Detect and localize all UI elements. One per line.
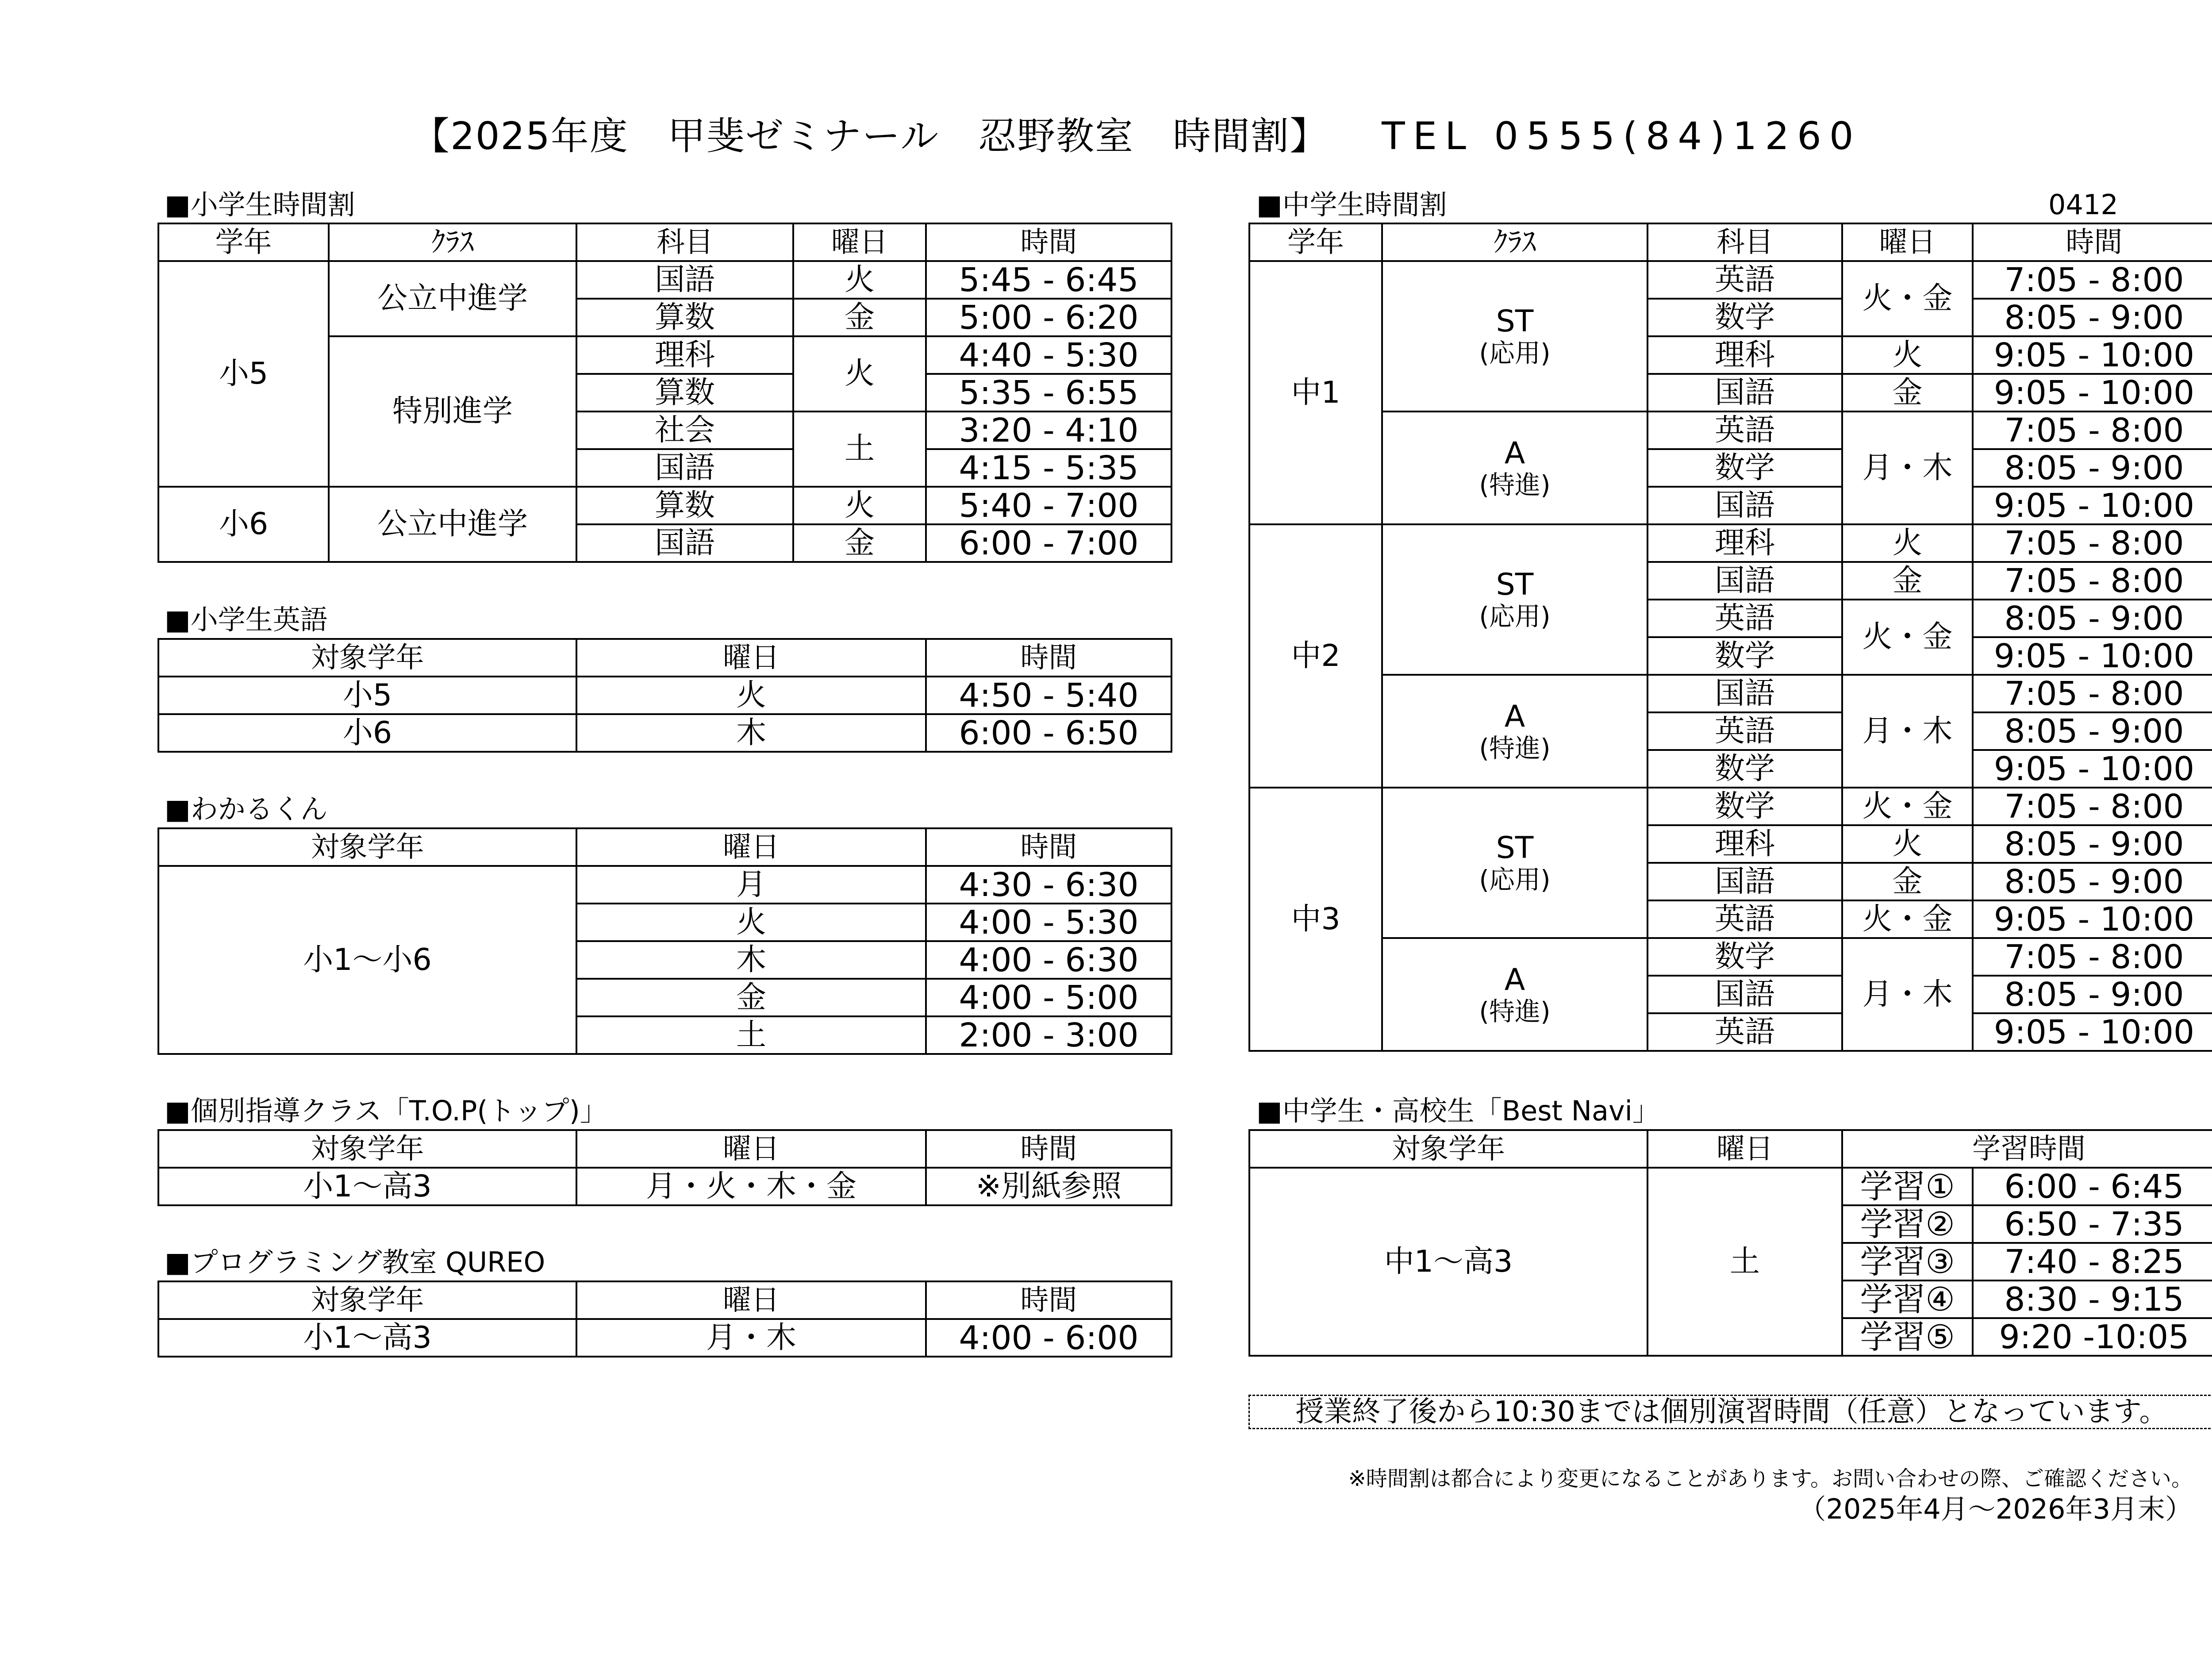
time-cell: 3:20 - 4:10 (926, 411, 1171, 449)
class-cell: 公立中進学 (329, 261, 576, 336)
header-subject: 科目 (1647, 223, 1842, 261)
elementary-heading: ■小学生時間割 (165, 188, 355, 221)
day-cell: 金 (793, 524, 926, 562)
day-cell: 金 (1842, 562, 1973, 600)
day-cell: 木 (576, 714, 926, 752)
header-grade: 対象学年 (158, 828, 576, 866)
time-cell: 8:05 - 9:00 (1973, 976, 2212, 1013)
header-time: 時間 (1973, 223, 2212, 261)
day-cell: 土 (1647, 1168, 1842, 1356)
time-cell: 8:05 - 9:00 (1973, 863, 2212, 900)
time-cell: 8:05 - 9:00 (1973, 712, 2212, 750)
day-cell: 火 (1842, 336, 1973, 374)
time-cell: 4:15 - 5:35 (926, 449, 1171, 487)
subject-cell: 英語 (1647, 411, 1842, 449)
header-day: 曜日 (576, 828, 926, 866)
grade-cell: 小1～小6 (158, 866, 576, 1054)
session-label: 学習④ (1842, 1281, 1973, 1318)
grade-cell: 中1～高3 (1249, 1168, 1647, 1356)
header-time: 時間 (926, 1281, 1171, 1319)
class-name: A (1504, 435, 1525, 471)
table-row (158, 714, 1171, 752)
day-cell: 金 (576, 979, 926, 1016)
grade-cell: 中2 (1249, 524, 1382, 788)
day-cell: 土 (793, 411, 926, 487)
english-table (157, 638, 1172, 753)
time-cell: 4:00 - 5:30 (926, 904, 1171, 941)
time-cell: 2:00 - 3:00 (926, 1016, 1171, 1054)
day-cell: 金 (793, 299, 926, 336)
header-grade: 学年 (158, 223, 329, 261)
change-footnote: ※時間割は都合により変更になることがあります。お問い合わせの際、ご確認ください。 (1348, 1466, 2193, 1491)
subject-cell: 数学 (1647, 938, 1842, 976)
day-cell: 火 (1842, 825, 1973, 863)
day-cell: 月・火・木・金 (576, 1168, 926, 1205)
qureo-heading: ■プログラミング教室 QUREO (165, 1246, 545, 1278)
day-cell: 月・木 (1842, 411, 1973, 524)
class-cell (1382, 411, 1647, 524)
table-row (1249, 675, 2212, 712)
subject-cell: 算数 (576, 299, 793, 336)
subject-cell: 数学 (1647, 750, 1842, 788)
header-study-time: 学習時間 (1842, 1130, 2212, 1168)
table-header-row (1249, 223, 2212, 261)
subject-cell: 国語 (576, 524, 793, 562)
time-cell: 5:40 - 7:00 (926, 487, 1171, 524)
english-heading: ■小学生英語 (165, 604, 328, 636)
class-name: A (1504, 962, 1525, 997)
class-name: ST (1496, 304, 1534, 339)
grade-cell: 小5 (158, 677, 576, 714)
table-row (1249, 524, 2212, 562)
table-header-row (158, 1281, 1171, 1319)
time-cell: 9:05 - 10:00 (1973, 750, 2212, 788)
header-grade: 対象学年 (158, 1281, 576, 1319)
day-cell: 火 (793, 261, 926, 299)
time-cell: 7:05 - 8:00 (1973, 938, 2212, 976)
subject-cell: 算数 (576, 487, 793, 524)
time-cell: 7:40 - 8:25 (1973, 1243, 2212, 1281)
time-cell: 7:05 - 8:00 (1973, 524, 2212, 562)
table-row (158, 1168, 1171, 1205)
middle-heading: ■中学生時間割 (1256, 188, 1447, 221)
header-time: 時間 (926, 639, 1171, 677)
header-day: 曜日 (576, 639, 926, 677)
time-cell: 9:05 - 10:00 (1973, 374, 2212, 411)
subject-cell: 国語 (1647, 562, 1842, 600)
subject-cell: 英語 (1647, 261, 1842, 299)
class-name: ST (1496, 567, 1534, 602)
header-time: 時間 (926, 223, 1171, 261)
header-day: 曜日 (793, 223, 926, 261)
valid-period: （2025年4月～2026年3月末） (1798, 1493, 2193, 1525)
grade-cell: 小5 (158, 261, 329, 487)
table-row (1249, 938, 2212, 976)
time-cell: 6:00 - 7:00 (926, 524, 1171, 562)
subject-cell: 国語 (1647, 863, 1842, 900)
header-time: 時間 (926, 1130, 1171, 1168)
practice-time-note: 授業終了後から10:30までは個別演習時間（任意）となっています。 (1248, 1395, 2212, 1429)
header-class: ｸﾗｽ (1382, 223, 1647, 261)
time-cell: 9:05 - 10:00 (1973, 900, 2212, 938)
table-header-row (158, 223, 1171, 261)
header-grade: 対象学年 (158, 1130, 576, 1168)
table-row (1249, 261, 2212, 299)
wakaru-table (157, 827, 1172, 1055)
subject-cell: 社会 (576, 411, 793, 449)
time-cell: 6:50 - 7:35 (1973, 1205, 2212, 1243)
table-header-row (158, 1130, 1171, 1168)
table-header-row (1249, 1130, 2212, 1168)
table-header-row (158, 828, 1171, 866)
class-subtitle: (特進) (1479, 469, 1551, 500)
subject-cell: 国語 (1647, 675, 1842, 712)
class-subtitle: (特進) (1479, 733, 1551, 763)
class-cell (1382, 788, 1647, 938)
time-cell: 4:50 - 5:40 (926, 677, 1171, 714)
table-row (1249, 1168, 2212, 1205)
navi-table (1248, 1129, 2212, 1357)
class-subtitle: (特進) (1479, 996, 1551, 1027)
time-cell: 9:05 - 10:00 (1973, 1013, 2212, 1051)
subject-cell: 算数 (576, 374, 793, 411)
table-row (1249, 411, 2212, 449)
session-label: 学習⑤ (1842, 1318, 1973, 1356)
table-row (158, 677, 1171, 714)
header-day: 曜日 (1842, 223, 1973, 261)
subject-cell: 国語 (1647, 487, 1842, 524)
header-day: 曜日 (576, 1130, 926, 1168)
grade-cell: 小1～高3 (158, 1319, 576, 1357)
time-cell: 5:00 - 6:20 (926, 299, 1171, 336)
subject-cell: 数学 (1647, 788, 1842, 825)
day-cell: 火 (576, 677, 926, 714)
header-grade: 学年 (1249, 223, 1382, 261)
time-cell: 7:05 - 8:00 (1973, 411, 2212, 449)
time-cell: 4:00 - 5:00 (926, 979, 1171, 1016)
day-cell: 月・木 (1842, 675, 1973, 788)
time-cell: 7:05 - 8:00 (1973, 675, 2212, 712)
time-cell: 7:05 - 8:00 (1973, 562, 2212, 600)
class-subtitle: (応用) (1479, 601, 1551, 631)
day-cell: 火 (576, 904, 926, 941)
subject-cell: 国語 (576, 449, 793, 487)
elementary-table (157, 223, 1172, 563)
time-cell: 9:05 - 10:00 (1973, 487, 2212, 524)
time-cell: ※別紙参照 (926, 1168, 1171, 1205)
time-cell: 9:05 - 10:00 (1973, 637, 2212, 675)
top-table (157, 1129, 1172, 1206)
grade-cell: 中1 (1249, 261, 1382, 524)
day-cell: 月・木 (1842, 938, 1973, 1051)
subject-cell: 理科 (1647, 336, 1842, 374)
subject-cell: 英語 (1647, 1013, 1842, 1051)
subject-cell: 数学 (1647, 637, 1842, 675)
time-cell: 9:05 - 10:00 (1973, 336, 2212, 374)
class-name: ST (1496, 831, 1534, 865)
time-cell: 8:05 - 9:00 (1973, 299, 2212, 336)
grade-cell: 小6 (158, 487, 329, 562)
page-title (411, 114, 1862, 158)
time-cell: 6:00 - 6:45 (1973, 1168, 2212, 1205)
qureo-table (157, 1281, 1172, 1358)
subject-cell: 英語 (1647, 600, 1842, 637)
day-cell: 火・金 (1842, 261, 1973, 336)
time-cell: 8:05 - 9:00 (1973, 449, 2212, 487)
session-label: 学習② (1842, 1205, 1973, 1243)
subject-cell: 数学 (1647, 299, 1842, 336)
time-cell: 4:30 - 6:30 (926, 866, 1171, 904)
header-class: ｸﾗｽ (329, 223, 576, 261)
subject-cell: 数学 (1647, 449, 1842, 487)
subject-cell: 理科 (1647, 524, 1842, 562)
time-cell: 4:40 - 5:30 (926, 336, 1171, 374)
grade-cell: 小1～高3 (158, 1168, 576, 1205)
header-subject: 科目 (576, 223, 793, 261)
class-cell (1382, 261, 1647, 411)
subject-cell: 理科 (1647, 825, 1842, 863)
subject-cell: 国語 (576, 261, 793, 299)
class-cell (1382, 938, 1647, 1051)
time-cell: 7:05 - 8:00 (1973, 261, 2212, 299)
header-day: 曜日 (1647, 1130, 1842, 1168)
class-subtitle: (応用) (1479, 338, 1551, 368)
header-grade: 対象学年 (1249, 1130, 1647, 1168)
title-text: 【2025年度 甲斐ゼミナール 忍野教室 時間割】 (411, 114, 1329, 158)
document-code: 0412 (2048, 188, 2118, 221)
top-heading: ■個別指導クラス「T.O.P(トップ)」 (165, 1095, 607, 1127)
grade-cell: 小6 (158, 714, 576, 752)
time-cell: 8:30 - 9:15 (1973, 1281, 2212, 1318)
table-row (158, 487, 1171, 524)
class-name: A (1504, 699, 1525, 734)
day-cell: 火・金 (1842, 600, 1973, 675)
day-cell: 火・金 (1842, 900, 1973, 938)
day-cell: 金 (1842, 863, 1973, 900)
day-cell: 土 (576, 1016, 926, 1054)
day-cell: 火 (1842, 524, 1973, 562)
table-row (158, 261, 1171, 299)
day-cell: 火・金 (1842, 788, 1973, 825)
subject-cell: 英語 (1647, 900, 1842, 938)
day-cell: 月・木 (576, 1319, 926, 1357)
class-cell (1382, 524, 1647, 675)
session-label: 学習① (1842, 1168, 1973, 1205)
time-cell: 7:05 - 8:00 (1973, 788, 2212, 825)
class-subtitle: (応用) (1479, 865, 1551, 895)
header-day: 曜日 (576, 1281, 926, 1319)
day-cell: 火 (793, 487, 926, 524)
time-cell: 5:45 - 6:45 (926, 261, 1171, 299)
class-cell: 公立中進学 (329, 487, 576, 562)
time-cell: 8:05 - 9:00 (1973, 825, 2212, 863)
subject-cell: 英語 (1647, 712, 1842, 750)
middle-table (1248, 223, 2212, 1052)
header-time: 時間 (926, 828, 1171, 866)
class-cell: 特別進学 (329, 336, 576, 487)
grade-cell: 中3 (1249, 788, 1382, 1051)
subject-cell: 理科 (576, 336, 793, 374)
tel-number: TEL 0555(84)1260 (1382, 114, 1862, 158)
day-cell: 月 (576, 866, 926, 904)
time-cell: 4:00 - 6:00 (926, 1319, 1171, 1357)
table-row (158, 1319, 1171, 1357)
day-cell: 火 (793, 336, 926, 411)
time-cell: 6:00 - 6:50 (926, 714, 1171, 752)
header-grade: 対象学年 (158, 639, 576, 677)
subject-cell: 国語 (1647, 374, 1842, 411)
time-cell: 8:05 - 9:00 (1973, 600, 2212, 637)
subject-cell: 国語 (1647, 976, 1842, 1013)
session-label: 学習③ (1842, 1243, 1973, 1281)
time-cell: 9:20 -10:05 (1973, 1318, 2212, 1356)
wakaru-heading: ■わかるくん (165, 793, 328, 825)
day-cell: 木 (576, 941, 926, 979)
time-cell: 4:00 - 6:30 (926, 941, 1171, 979)
navi-heading: ■中学生・高校生「Best Navi」 (1256, 1095, 1660, 1127)
table-header-row (158, 639, 1171, 677)
day-cell: 金 (1842, 374, 1973, 411)
table-row (158, 866, 1171, 904)
class-cell (1382, 675, 1647, 788)
time-cell: 5:35 - 6:55 (926, 374, 1171, 411)
table-row (1249, 788, 2212, 825)
